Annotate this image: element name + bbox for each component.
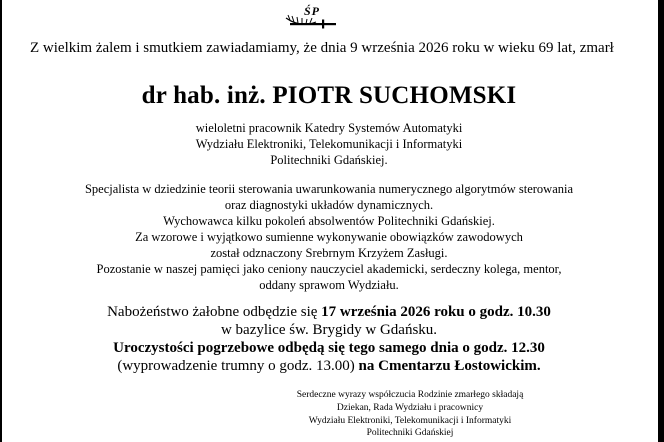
emblem — [282, 4, 346, 30]
biography-line: oraz diagnostyki układów dynamicznych. — [224, 198, 434, 212]
funeral-mass-line — [0, 304, 658, 321]
funeral-mass-prefix: Nabożeństwo żałobne odbędzie się — [107, 304, 322, 320]
affiliation-line: Wydziału Elektroniki, Telekomunikacji i Informatyki — [195, 137, 463, 151]
condolences-line: Politechniki Gdańskiej — [366, 428, 454, 438]
funeral-mass-datetime: 17 września 2026 roku o godz. 10.30 — [321, 304, 551, 320]
cemetery-name: na Cmentarzu Łostowickim. — [358, 358, 541, 374]
funeral-mass-place: w bazylice św. Brygidy w Gdańsku. — [220, 322, 438, 338]
biography-line: oddany sprawom Wydziału. — [259, 278, 399, 292]
condolences-line: Wydziału Elektroniki, Telekomunikacji i Informatyki — [308, 416, 512, 426]
affiliation-line: wieloletni pracownik Katedry Systemów Automatyki — [195, 121, 463, 135]
burial-line — [0, 340, 658, 357]
announcement-text: Z wielkim żalem i smutkiem zawiadamiamy, że dnia 9 września 2026 roku w wieku 69 lat, zmarł — [30, 40, 614, 56]
biography-line: Pozostanie w naszej pamięci jako ceniony nauczyciel akademicki, serdeczny kolega, mentor, — [96, 262, 562, 276]
affiliation-line: Politechniki Gdańskiej. — [270, 153, 388, 167]
procession-text: (wyprowadzenie trumny o godz. 13.00) — [117, 358, 359, 374]
burial-text: Uroczystości pogrzebowe odbędą się tego samego dnia o godz. 12.30 — [113, 340, 545, 356]
condolences-line: Serdeczne wyrazy współczucia Rodzinie zmarłego składają — [296, 390, 524, 400]
biography-line: Za wzorowe i wyjątkowo sumienne wykonywanie obowiązków zawodowych — [135, 230, 523, 244]
procession-line — [0, 358, 658, 375]
deceased-name: dr hab. inż. PIOTR SUCHOMSKI — [141, 82, 517, 109]
biography-line: Specjalista w dziedzinie teorii sterowania uwarunkowania numerycznego algorytmów sterowania — [84, 182, 574, 196]
biography-line: został odznaczony Srebrnym Krzyżem Zasługi. — [210, 246, 448, 260]
emblem-letters: ŚP — [304, 4, 321, 18]
condolences-line: Dziekan, Rada Wydziału i pracownicy — [336, 403, 484, 413]
biography-line: Wychowawca kilku pokoleń absolwentów Politechniki Gdańskiej. — [163, 214, 495, 228]
